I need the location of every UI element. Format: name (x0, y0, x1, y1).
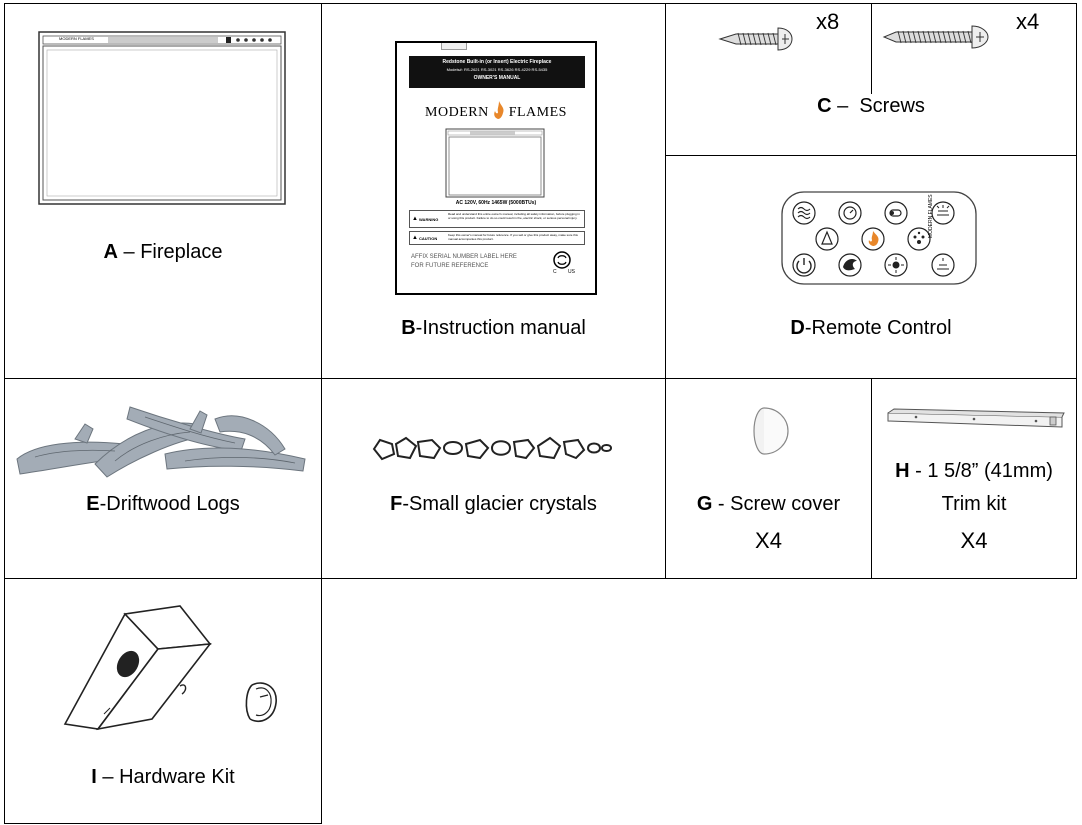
manual-power: AC 120V, 60Hz 1465W (5000BTUs) (455, 200, 537, 206)
hardware-clip-icon (242, 679, 282, 727)
name-i: Hardware Kit (119, 766, 235, 788)
sep-h: - (909, 460, 928, 482)
letter-d: D (790, 317, 805, 339)
sep-a: – (117, 241, 141, 263)
sep-c: – (831, 95, 860, 117)
caption-a (5, 240, 321, 264)
name-f: Small glacier crystals (409, 493, 597, 515)
svg-text:C: C (553, 269, 557, 275)
h-line1: 1 5/8” (41mm) (927, 460, 1053, 482)
sep-e: - (99, 493, 107, 515)
caption-e (5, 492, 321, 516)
letter-g: G (696, 493, 713, 515)
caption-d (666, 316, 1076, 340)
cell-instruction-manual (321, 3, 666, 379)
manual-warning-box (409, 210, 585, 228)
caption-c (666, 94, 1076, 118)
caption-g (666, 492, 871, 516)
trim-kit-illustration (886, 407, 1066, 433)
cell-driftwood-logs (4, 378, 322, 579)
caution-label: CAUTION (419, 236, 438, 241)
sep-b: - (415, 317, 423, 339)
qty-g: X4 (755, 528, 782, 553)
fireplace-panel-brand: MODERN FLAMES (59, 36, 94, 41)
cell-glacier-crystals (321, 378, 666, 579)
letter-e: E (86, 493, 100, 515)
caption-h (872, 459, 1076, 483)
manual-title: Redstone Built-in (or Insert) Electric Fireplace (442, 59, 552, 65)
hardware-bracket-illustration (60, 604, 220, 734)
name-c: Screws (859, 95, 925, 117)
cell-hardware-kit (4, 578, 322, 824)
manual-models: Models#: RS-2621 RS-3021 RS-3626 RS-4229 RS-5435 (446, 67, 548, 72)
remote-brand: MODERN FLAMES (928, 194, 934, 238)
manual-tab (441, 43, 467, 50)
short-screw-qty: x8 (816, 9, 840, 34)
svg-text:US: US (568, 269, 575, 275)
h-line2: Trim kit (941, 493, 1007, 515)
short-screw-icon (718, 24, 798, 54)
letter-c: C (817, 95, 832, 117)
letter-a: A (103, 241, 118, 263)
manual-caution-box (409, 231, 585, 245)
csa-us-mark-icon (551, 249, 577, 275)
name-d: Remote Control (811, 317, 952, 339)
caption-f (322, 492, 665, 516)
long-screw-icon (882, 22, 994, 52)
remote-control-illustration (781, 191, 977, 285)
glacier-crystals-illustration (370, 434, 615, 464)
letter-h: H (895, 460, 910, 482)
name-a: Fireplace (140, 241, 223, 263)
letter-b: B (401, 317, 416, 339)
screw-cover-icon (744, 405, 794, 457)
cell-screw-cover (665, 378, 872, 579)
sep-g: - (712, 493, 731, 515)
manual-cover (395, 41, 597, 295)
letter-f: F (390, 493, 403, 515)
letter-i: I (91, 766, 97, 788)
name-e: Driftwood Logs (106, 493, 240, 515)
cell-screws (665, 3, 1077, 156)
name-b: Instruction manual (422, 317, 586, 339)
sep-i: – (96, 766, 120, 788)
caution-text: Keep this owner's manual for future reference. If you sell or give this product away, make sure this manual accompanies this product. (448, 233, 578, 241)
caption-b (322, 316, 665, 340)
manual-brand (397, 101, 595, 121)
screws-divider (871, 4, 872, 94)
brand-left: MODERN (425, 105, 489, 120)
sep-f: - (402, 493, 410, 515)
qty-h: X4 (960, 528, 988, 553)
long-screw-qty: x4 (1016, 9, 1040, 34)
manual-header (409, 56, 585, 88)
cell-fireplace (4, 3, 322, 379)
fireplace-illustration (38, 31, 286, 205)
caption-i (5, 765, 321, 789)
caution-icon: ▲ (412, 235, 418, 241)
driftwood-logs-illustration (15, 399, 305, 479)
sep-d: - (804, 317, 812, 339)
manual-fireplace-icon (445, 128, 545, 198)
cell-remote-control (665, 155, 1077, 379)
cell-trim-kit (871, 378, 1077, 579)
manual-doc-type: OWNER'S MANUAL (473, 75, 521, 81)
warning-icon: ▲ (412, 216, 418, 222)
warning-text: Read and understand this entire owner's manual, including all safety information, before plugging in or using this product. Failure to do so could result in fire, electric shock, or serious personal injury. (448, 212, 580, 220)
brand-right: FLAMES (508, 105, 567, 120)
brand-flame-icon (493, 101, 505, 119)
manual-serial-line2: FOR FUTURE REFERENCE (411, 263, 489, 269)
warning-label: WARNING (419, 217, 439, 222)
name-g: Screw cover (730, 493, 841, 515)
manual-serial-line1: AFFIX SERIAL NUMBER LABEL HERE (411, 254, 517, 260)
